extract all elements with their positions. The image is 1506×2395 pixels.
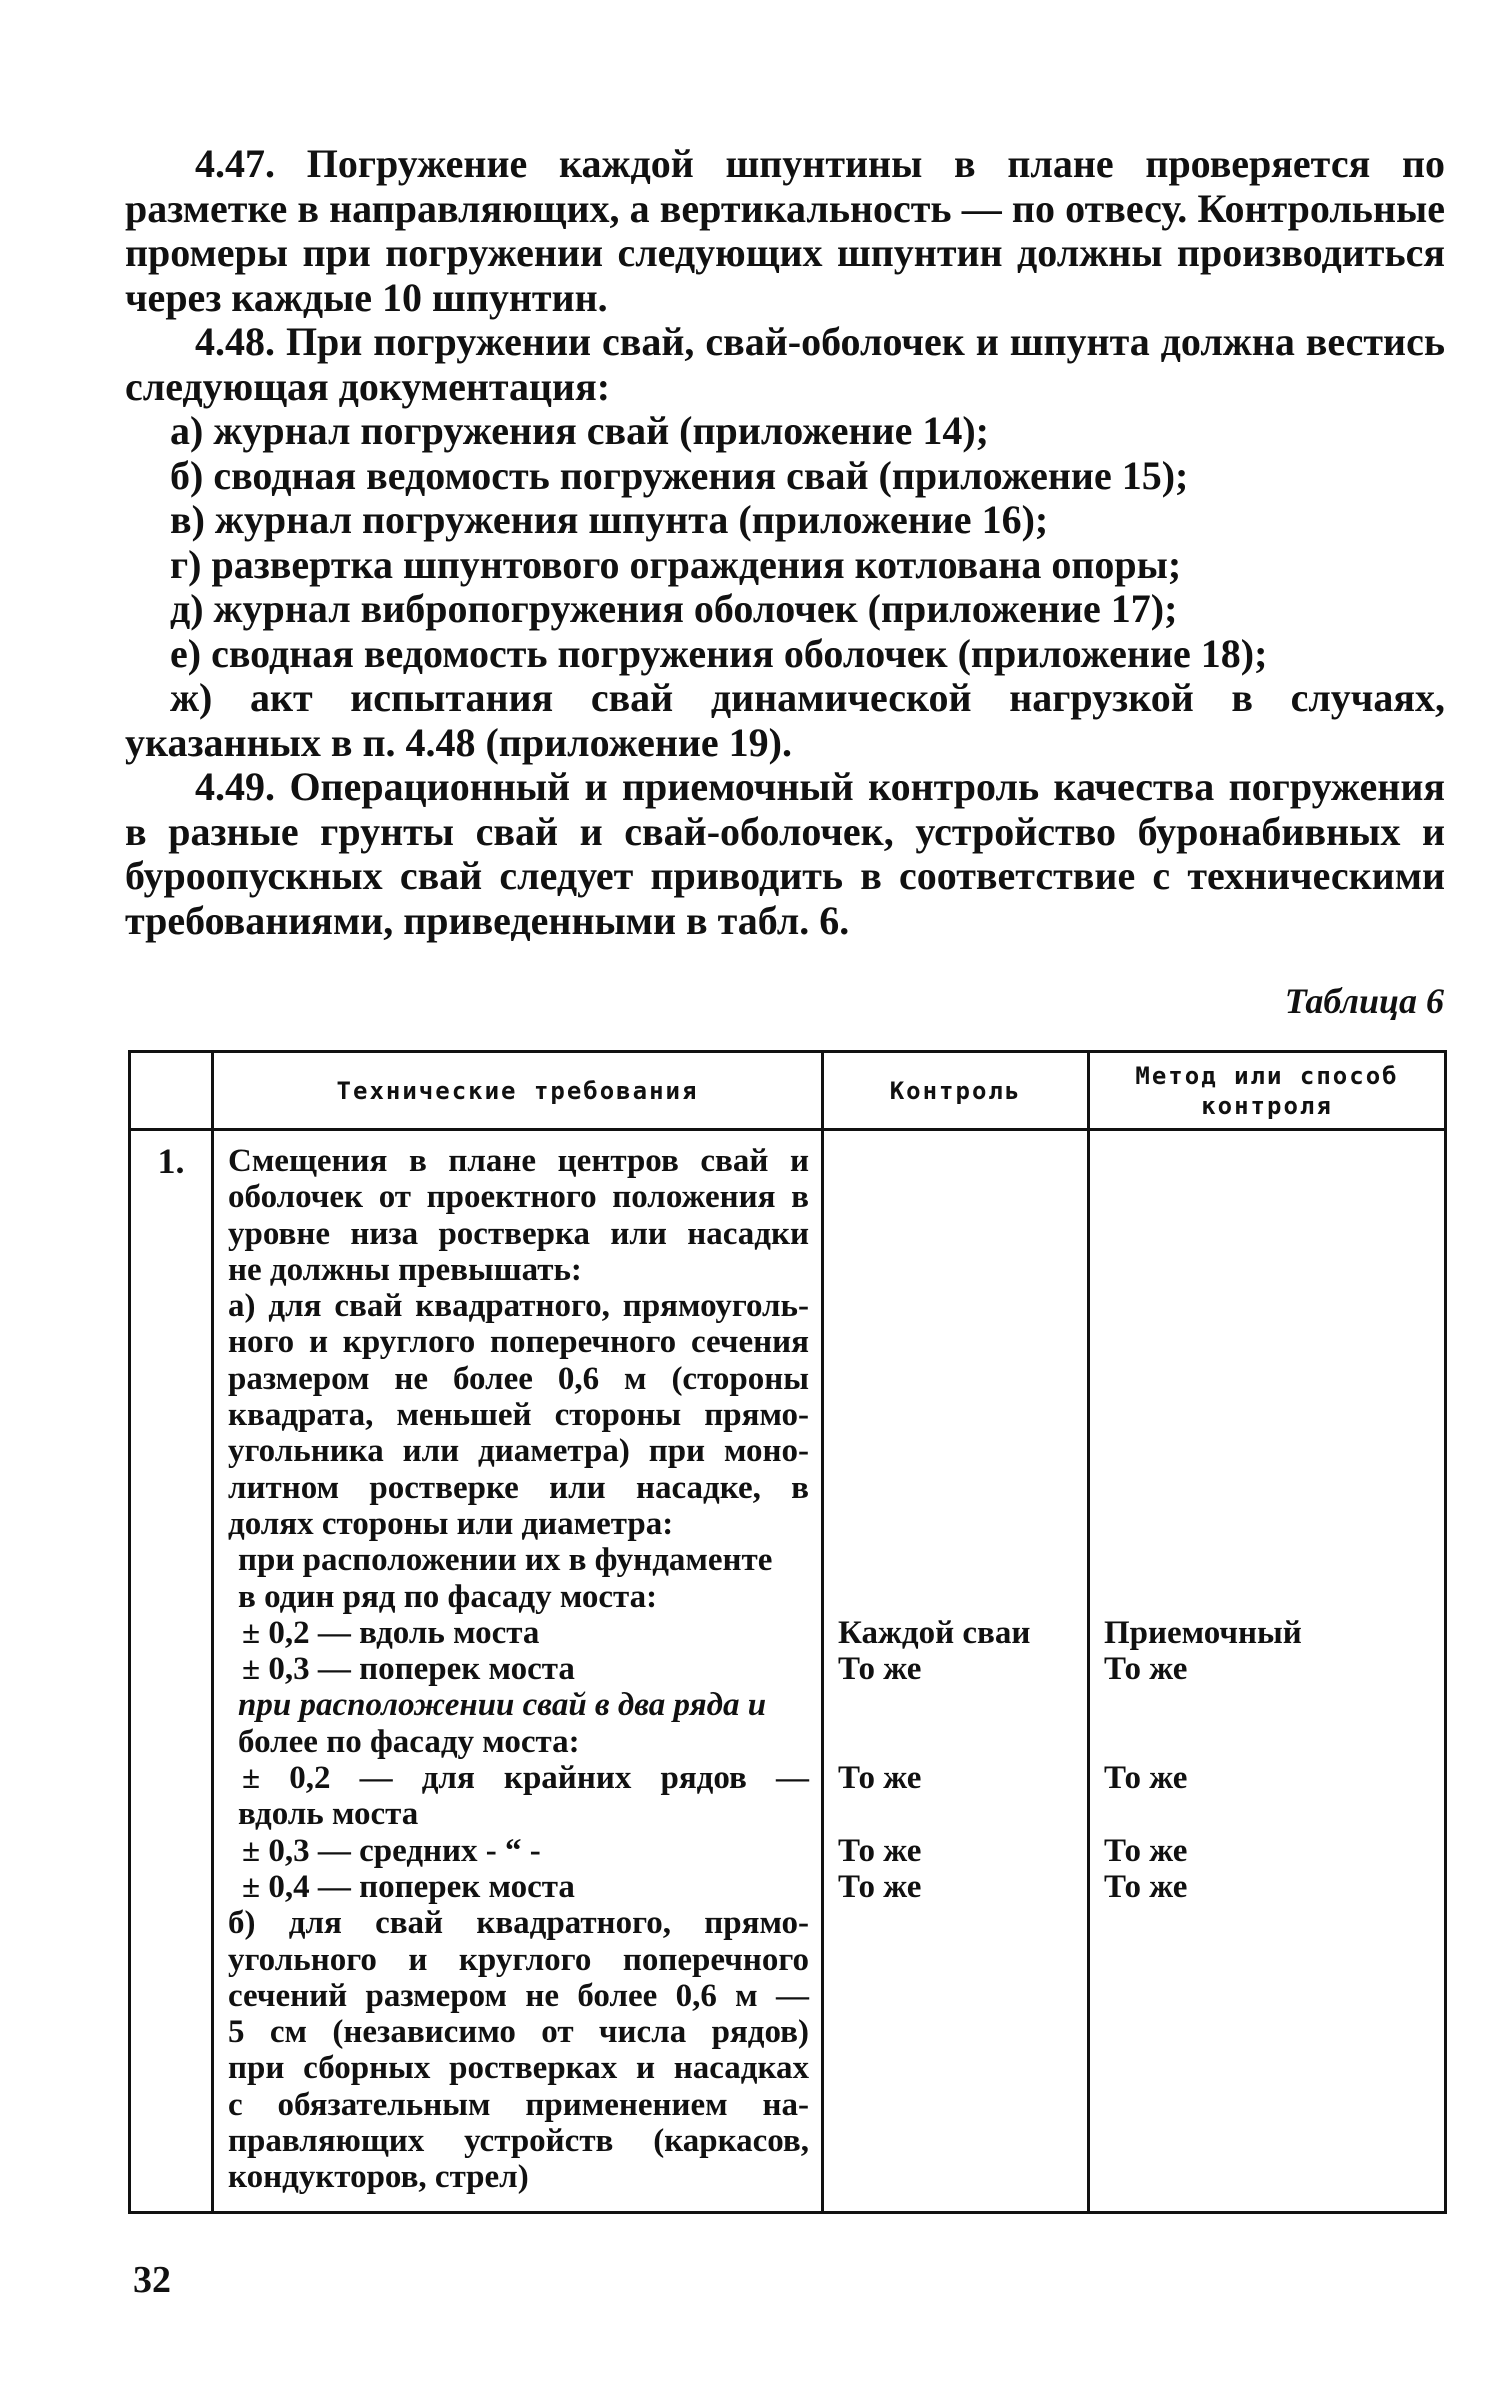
req-line: 5 см (независимо от числа рядов)	[228, 2014, 809, 2051]
req-line: оболочек от проектного положения в	[228, 1179, 809, 1216]
req-line: б) для свай квадратного, прямо-	[228, 1905, 809, 1942]
table-header-row	[130, 1052, 1446, 1130]
paragraph-4-47: 4.47. Погружение каждой шпунтины в плане проверяется по разметке в направляющих, а вертикальность — по отвесу. Контрольные промеры при погружении следующих шпунтин должны производиться через каждые 10 шпунтин.	[125, 141, 1445, 320]
method-line	[1104, 1216, 1434, 1252]
doc-list-item: д) журнал вибропогружения оболочек (приложение 17);	[170, 586, 1178, 631]
req-line: ± 0,3 — средних - “ -	[242, 1832, 541, 1869]
req-line: литном ростверке или насадке, в	[228, 1469, 809, 1506]
method-line	[1104, 1579, 1434, 1615]
method-line	[1104, 1143, 1434, 1179]
requirement-cell	[213, 1130, 823, 2213]
method-line	[1104, 1506, 1434, 1542]
table-row	[130, 1130, 1446, 2213]
method-line	[1104, 1288, 1434, 1324]
table-caption: Таблица 6	[1284, 981, 1444, 1021]
requirements-table	[128, 1050, 1447, 2214]
control-line: То же	[838, 1832, 922, 1869]
control-line	[838, 1288, 1077, 1324]
method-line	[1104, 1542, 1434, 1578]
header-num	[130, 1052, 213, 1130]
req-line: с обязательным применением на-	[228, 2086, 809, 2123]
paragraph-4-49: 4.49. Операционный и приемочный контроль качества погружения в разные грунты свай и свай-оболочек, устройство буронабивных и буроопускных свай следует приводить в соответствие с техническими требованиями, приведенными в табл. 6.	[125, 764, 1445, 943]
method-line: То же	[1104, 1832, 1188, 1869]
method-cell	[1089, 1130, 1446, 2213]
row-number: 1.	[130, 1130, 213, 2213]
control-line	[838, 1216, 1077, 1252]
doc-list-item: г) развертка шпунтового ограждения котлована опоры;	[170, 541, 1182, 587]
doc-list-item: е) сводная ведомость погружения оболочек (приложение 18);	[170, 630, 1268, 676]
method-line	[1104, 1324, 1434, 1360]
req-line: размером не более 0,6 м (стороны	[228, 1360, 809, 1397]
req-line: при сборных ростверках и насадках	[228, 2050, 809, 2087]
control-cell	[823, 1130, 1089, 2213]
control-line: То же	[838, 1868, 922, 1905]
method-line: Приемочный	[1104, 1614, 1302, 1651]
control-line	[838, 1433, 1077, 1469]
req-line: сечений размером не более 0,6 м —	[228, 1977, 809, 2014]
control-line	[838, 1179, 1077, 1215]
control-line: То же	[838, 1651, 922, 1688]
req-line: более по фасаду моста:	[238, 1723, 580, 1760]
doc-list-item: в) журнал погружения шпунта (приложение 16);	[170, 497, 1049, 542]
control-line	[838, 1796, 1077, 1832]
method-line	[1104, 1433, 1434, 1469]
control-line: То же	[838, 1760, 922, 1797]
req-line: ± 0,3 — поперек моста	[242, 1651, 575, 1688]
req-line: ного и круглого поперечного сечения	[228, 1324, 809, 1361]
control-line	[838, 1579, 1077, 1615]
req-line: ± 0,2 — вдоль моста	[242, 1614, 540, 1651]
page-number: 32	[133, 2259, 171, 2301]
header-method	[1089, 1052, 1446, 1130]
method-line: То же	[1104, 1760, 1188, 1797]
control-line: Каждой сваи	[838, 1614, 1031, 1651]
body-text	[125, 142, 1445, 943]
control-line	[838, 1143, 1077, 1179]
control-line	[838, 1724, 1077, 1760]
doc-list-item: б) сводная ведомость погружения свай (приложение 15);	[170, 452, 1189, 498]
doc-list-item: а) журнал погружения свай (приложение 14);	[170, 408, 990, 453]
req-line: угольного и круглого поперечного	[228, 1941, 809, 1978]
header-method-line: Метод или способ	[1135, 1061, 1399, 1090]
doc-list-item: ж) акт испытания свай динамической нагрузкой в случаях, указанных в п. 4.48 (приложение 19).	[125, 675, 1445, 765]
method-line: То же	[1104, 1651, 1188, 1688]
method-line	[1104, 1687, 1434, 1723]
req-line: уровне низа ростверка или насадки	[228, 1215, 809, 1252]
paragraph-4-48: 4.48. При погружении свай, свай-оболочек и шпунта должна вестись следующая документация:	[125, 319, 1445, 409]
control-line	[838, 1397, 1077, 1433]
req-line: угольника или диаметра) при моно-	[228, 1433, 809, 1470]
control-line	[838, 1687, 1077, 1723]
req-line: квадрата, меньшей стороны прямо-	[228, 1397, 809, 1434]
method-line	[1104, 1796, 1434, 1832]
req-line: правляющих устройств (каркасов,	[228, 2123, 809, 2160]
req-line: а) для свай квадратного, прямоуголь-	[228, 1288, 809, 1325]
method-line	[1104, 1724, 1434, 1760]
method-line: То же	[1104, 1868, 1188, 1905]
method-line	[1104, 1252, 1434, 1288]
req-line: кондукторов, стрел)	[228, 2159, 529, 2196]
req-line: долях стороны или диаметра:	[228, 1505, 674, 1542]
req-line: не должны превышать:	[228, 1251, 582, 1288]
header-requirements: Технические требования	[213, 1052, 823, 1130]
control-line	[838, 1324, 1077, 1360]
control-line	[838, 1542, 1077, 1578]
method-line	[1104, 1470, 1434, 1506]
method-line	[1104, 1179, 1434, 1215]
req-line: вдоль моста	[238, 1796, 419, 1833]
req-line: ± 0,4 — поперек моста	[242, 1868, 575, 1905]
req-line: при расположении их в фундаменте	[238, 1542, 773, 1579]
header-method-line: контроля	[1201, 1091, 1333, 1120]
header-control: Контроль	[823, 1052, 1089, 1130]
method-line	[1104, 1361, 1434, 1397]
control-line	[838, 1470, 1077, 1506]
control-line	[838, 1361, 1077, 1397]
control-line	[838, 1252, 1077, 1288]
req-line: ± 0,2 — для крайних рядов —	[242, 1760, 809, 1797]
req-line: при расположении свай в два ряда и	[238, 1687, 767, 1724]
control-line	[838, 1506, 1077, 1542]
req-line: в один ряд по фасаду моста:	[238, 1578, 658, 1615]
method-line	[1104, 1397, 1434, 1433]
req-line: Смещения в плане центров свай и	[228, 1143, 809, 1179]
